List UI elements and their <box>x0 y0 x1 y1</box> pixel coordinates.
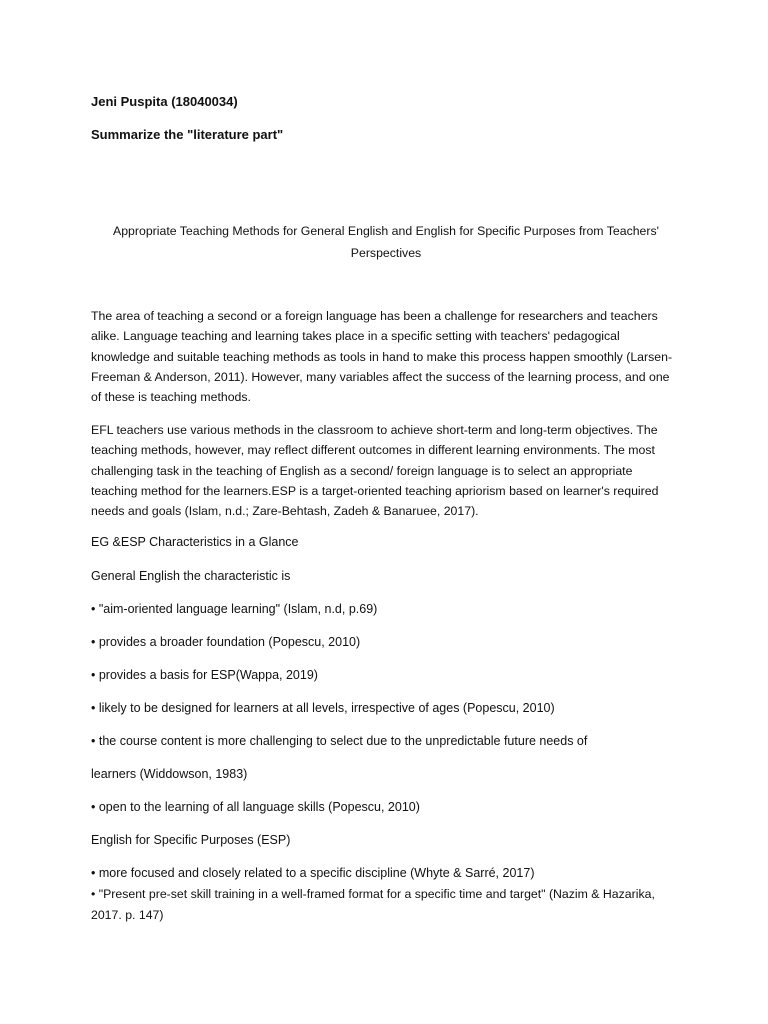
general-english-bullet: • open to the learning of all language skills (Popescu, 2010) <box>91 800 420 814</box>
general-english-bullet: • "aim-oriented language learning" (Islam, n.d, p.69) <box>91 602 378 616</box>
paragraph-efl: EFL teachers use various methods in the classroom to achieve short-term and long-term objectives. The teaching methods, however, may reflect different outcomes in different learning environments. The most challenging task in the teaching of English as a second/ foreign language is to select an appropriate teaching method for the learners.ESP is a target-oriented teaching apriorism based on learner's required needs and goals (Islam, n.d.; Zare-Behtash, Zadeh & Banaruee, 2017). <box>91 423 659 519</box>
document-page <box>91 0 681 1024</box>
general-english-bullet-continuation: learners (Widdowson, 1983) <box>91 767 248 781</box>
general-english-intro: General English the characteristic is <box>91 569 291 583</box>
section-heading: EG &ESP Characteristics in a Glance <box>91 535 299 549</box>
task-line: Summarize the "literature part" <box>91 127 284 142</box>
general-english-bullet: • provides a basis for ESP(Wappa, 2019) <box>91 668 318 682</box>
general-english-bullet: • likely to be designed for learners at all levels, irrespective of ages (Popescu, 2010) <box>91 701 555 715</box>
general-english-bullet: • provides a broader foundation (Popescu, 2010) <box>91 635 361 649</box>
document-title: Appropriate Teaching Methods for General English and English for Specific Purposes from Teachers' Perspectives <box>113 224 659 260</box>
general-english-bullet: • the course content is more challenging to select due to the unpredictable future needs of <box>91 734 588 748</box>
esp-heading: English for Specific Purposes (ESP) <box>91 833 291 847</box>
esp-bullet: • "Present pre-set skill training in a well-framed format for a specific time and target" (Nazim & Hazarika, 2017. p. 147) <box>91 887 655 922</box>
paragraph-intro: The area of teaching a second or a foreign language has been a challenge for researchers and teachers alike. Language teaching and learning takes place in a specific setting with teachers' pedagogical knowledge and suitable teaching methods as tools in hand to make this process happen smoothly (Larsen-Freeman & Anderson, 2011). However, many variables affect the success of the learning process, and one of these is teaching methods. <box>91 309 673 405</box>
author-line: Jeni Puspita (18040034) <box>91 94 238 109</box>
esp-bullet: • more focused and closely related to a specific discipline (Whyte & Sarré, 2017) <box>91 866 535 880</box>
